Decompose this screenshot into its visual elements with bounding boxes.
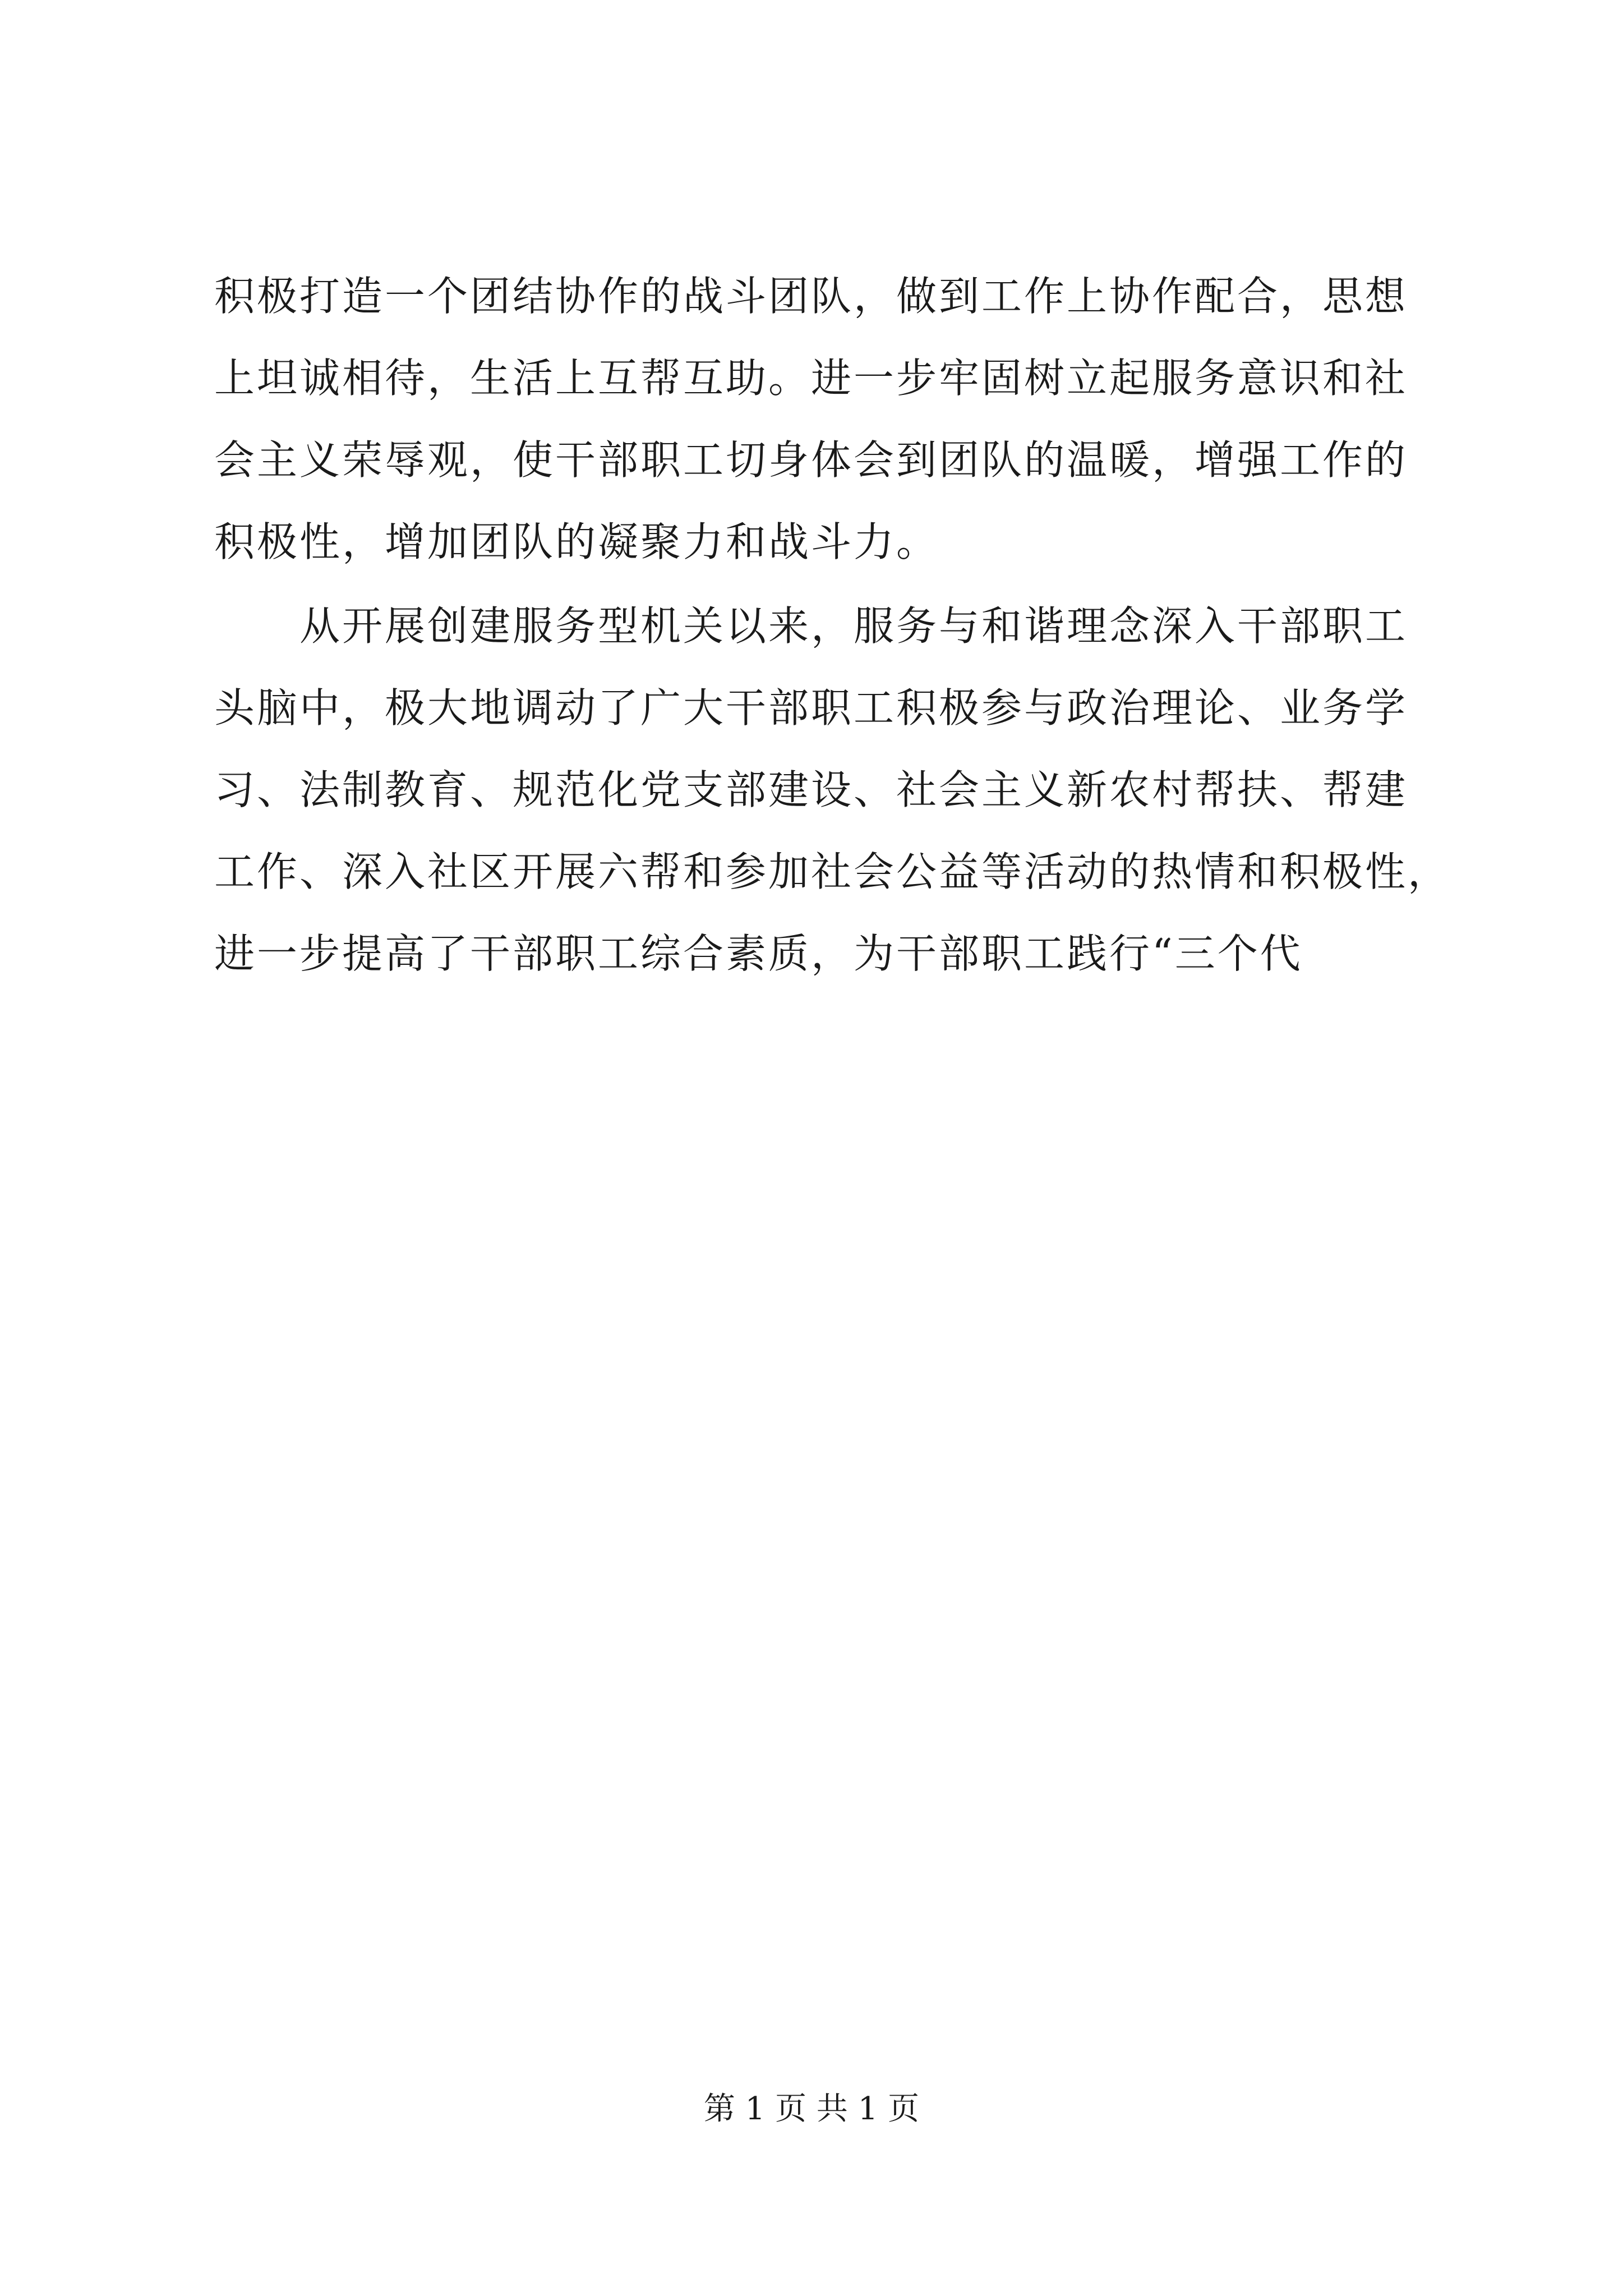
text-line: 工作、深入社区开展六帮和参加社会公益等活动的热情和积极性，	[214, 848, 1451, 895]
text-line: 会主义荣辱观，使干部职工切身体会到团队的温暖，增强工作的	[214, 436, 1408, 484]
text-line: 头脑中，极大地调动了广大干部职工积极参与政治理论、业务学	[214, 684, 1408, 731]
text-line: 上坦诚相待，生活上互帮互助。进一步牢固树立起服务意识和社	[214, 355, 1408, 402]
body-text	[214, 255, 1451, 995]
paragraph-1	[214, 255, 1437, 583]
text-line: 习、法制教育、规范化党支部建设、社会主义新农村帮扶、帮建	[214, 766, 1408, 813]
paragraph-2	[214, 585, 1451, 995]
text-line: 进一步提高了干部职工综合素质，为干部职工践行“三个代	[214, 930, 1303, 977]
page-number-footer: 第 1 页 共 1 页	[703, 2091, 920, 2127]
text-line: 从开展创建服务型机关以来，服务与和谐理念深入干部职工	[214, 602, 1408, 650]
text-line: 积极打造一个团结协作的战斗团队，做到工作上协作配合，思想	[214, 273, 1408, 320]
text-line: 积极性，增加团队的凝聚力和战斗力。	[214, 518, 939, 565]
